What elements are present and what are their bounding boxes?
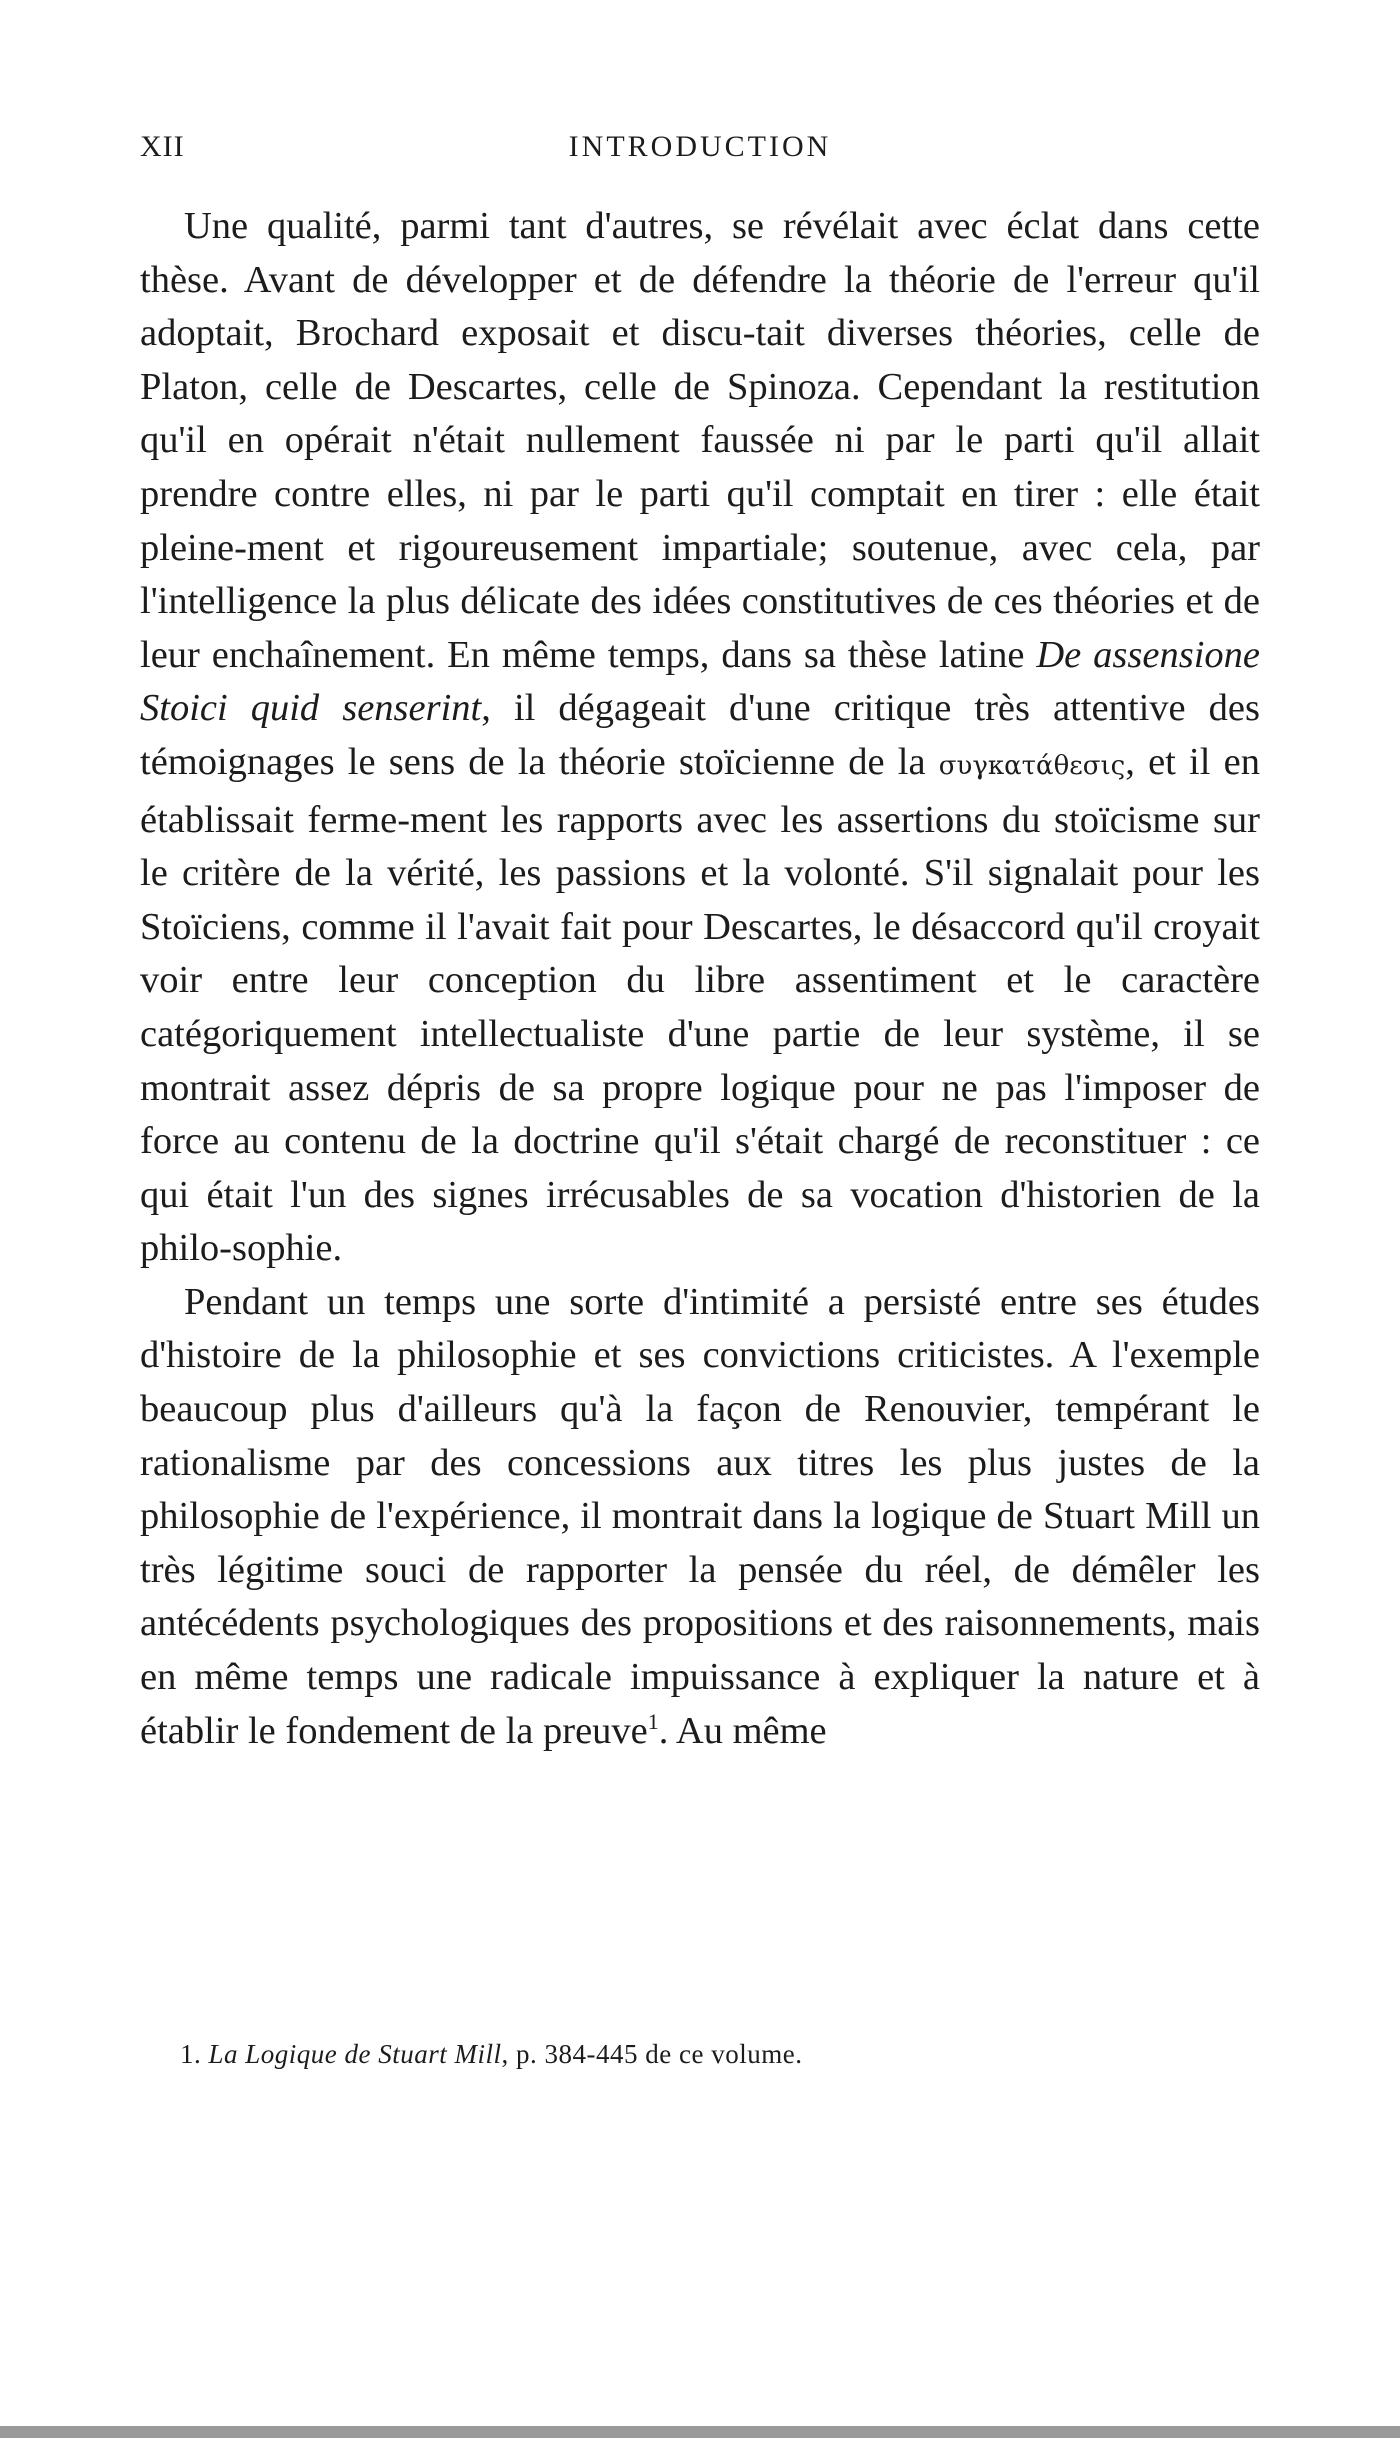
page-header: [140, 130, 1260, 180]
paragraph-1-part-2: , il dégageait d'une critique très attentive des témoignages le sens de la théorie stoïcienne de la: [140, 687, 1260, 783]
paragraph-2-tail: . Au même: [658, 1709, 827, 1752]
footnote-number: 1.: [180, 2039, 202, 2069]
paragraph-2-text: Pendant un temps une sorte d'intimité a persisté entre ses études d'histoire de la philosophie et ses convictions criticistes. A l'exemple beaucoup plus d'ailleurs qu'à la façon de Renouvier, tempérant le rationalisme par des concessions aux titres les plus justes de la philosophie de l'expérience, il montrait dans la logique de Stuart Mill un très légitime souci de rapporter la pensée du réel, de démêler les antécédents psychologiques des propositions et des raisonnements, mais en même temps une radicale impuissance à expliquer la nature et à établir le fondement de la preuve: [140, 1280, 1260, 1752]
latin-thesis-title: De assensione Stoici quid senserint: [140, 633, 1261, 730]
page-bottom-edge: [0, 2426, 1400, 2438]
footnote-marker[interactable]: 1: [647, 1708, 659, 1734]
footnote-title: La Logique de Stuart Mill: [208, 2039, 502, 2069]
paragraph-1: [140, 200, 1260, 1276]
page-number: XII: [140, 130, 185, 163]
running-head: INTRODUCTION: [568, 130, 832, 163]
paragraph-2: [140, 1276, 1260, 1758]
paragraph-1-part-3: , et il en établissait ferme-ment les rapports avec les assertions du stoïcisme sur le critère de la vérité, les passions et la volonté. S'il signalait pour les Stoïciens, comme il l'avait fait pour Descartes, le désaccord qu'il croyait voir entre leur conception du libre assentiment et le caractère catégoriquement intellectualiste d'une partie de leur système, il se montrait assez dépris de sa propre logique pour ne pas l'imposer de force au contenu de la doctrine qu'il s'était chargé de reconstituer : ce qui était l'un des signes irrécusables de sa vocation d'historien de la philo-sophie.: [140, 740, 1260, 1270]
body-text: [140, 200, 1260, 1758]
footnote: [180, 2036, 1260, 2072]
paragraph-1-part-1: Une qualité, parmi tant d'autres, se révélait avec éclat dans cette thèse. Avant de développer et de défendre la théorie de l'erreur qu'il adoptait, Brochard exposait et discu-tait diverses théories, celle de Platon, celle de Descartes, celle de Spinoza. Cependant la restitution qu'il en opérait n'était nullement faussée ni par le parti qu'il allait prendre contre elles, ni par le parti qu'il comptait en tirer : elle était pleine-ment et rigoureusement impartiale; soutenue, avec cela, par l'intelligence la plus délicate des idées constitutives de ces théories et de leur enchaînement. En même temps, dans sa thèse latine: [140, 205, 1260, 676]
greek-term: συγκατάθεσις: [938, 750, 1126, 781]
footnote-rest: , p. 384-445 de ce volume.: [501, 2039, 803, 2069]
